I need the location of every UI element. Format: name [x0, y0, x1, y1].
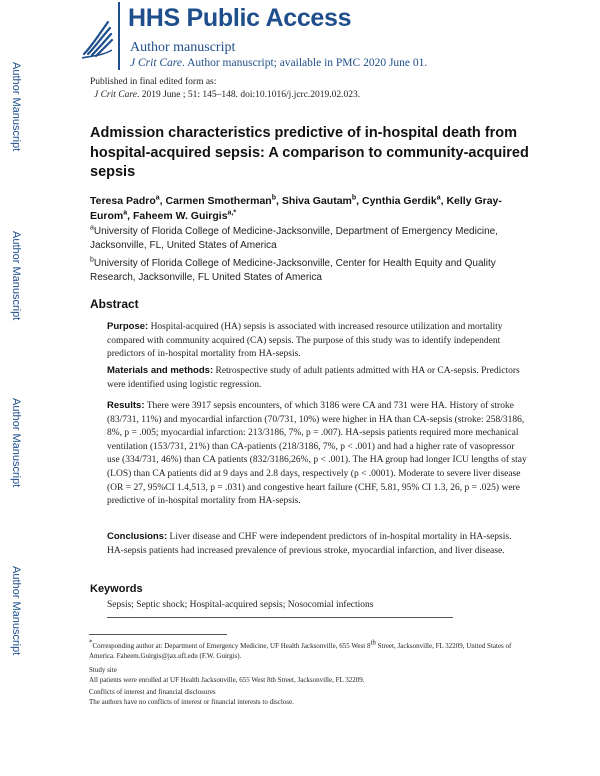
author-affiliation-mark: b [351, 194, 357, 202]
pub-line-2 [90, 89, 360, 102]
author-list [90, 194, 520, 224]
methods-label: Materials and methods: [107, 365, 214, 376]
results-label: Results: [107, 400, 145, 411]
footnote-divider [89, 634, 227, 635]
author-affiliation-mark: b [271, 194, 276, 202]
side-label-4: Author Manuscript [10, 566, 22, 656]
keywords-heading: Keywords [90, 583, 143, 595]
author-name: Carmen Smotherman [165, 195, 272, 207]
hhs-title: HHS Public Access [128, 4, 352, 32]
conclusions-label: Conclusions: [107, 531, 168, 542]
header-journal-line [130, 57, 427, 69]
author-separator: , [356, 195, 362, 207]
author-separator: , [127, 210, 134, 222]
affiliation-a [90, 225, 520, 253]
author-name: Shiva Gautam [281, 195, 352, 207]
article-title: Admission characteristics predictive of in-hospital death from hospital-acquired sepsis: A comparison to community-acquired sepsis [90, 125, 529, 180]
abstract-conclusions [107, 530, 527, 558]
author-separator: , [276, 195, 282, 207]
affiliation-b [90, 257, 520, 285]
keywords-divider [107, 617, 453, 618]
author-name: Faheem W. Guirgis [133, 210, 228, 222]
affiliation-a-mark: a [90, 224, 94, 232]
footnote-corr-sup: th [370, 638, 376, 647]
header-subtitle: Author manuscript [130, 40, 236, 55]
abstract-results [107, 399, 527, 509]
footnote-corresponding [89, 638, 529, 661]
purpose-text: Hospital-acquired (HA) sepsis is associated with increased resource utilization and mortality compared with community acquired (CA) sepsis. The purpose of this study was to identify independent predictors of in-hospital mortality from HA-sepsis. [107, 322, 503, 360]
footnote-enrollment: All patients were enrolled at UF Health Jacksonville, 655 West 8th Street, Jacksonville, FL 32209. [89, 676, 365, 684]
abstract-methods [107, 364, 527, 392]
author-name: Kelly Gray-Eurom [90, 195, 502, 222]
footnote-conflicts-heading: Conflicts of interest and financial disclosures [89, 688, 216, 696]
affiliation-b-text: University of Florida College of Medicine-Jacksonville, Center for Health Equity and Quality Research, Jacksonville, FL United States of America [90, 258, 496, 283]
keywords-text: Sepsis; Septic shock; Hospital-acquired sepsis; Nosocomial infections [107, 600, 374, 610]
author-affiliation-mark: a [436, 194, 441, 202]
hhs-eagle-logo [80, 14, 114, 60]
pub-citation: . 2019 June ; 51: 145–148. doi:10.1016/j.jcrc.2019.02.023. [136, 90, 361, 100]
affiliation-a-text: University of Florida College of Medicine-Jacksonville, Department of Emergency Medicine, Jacksonville, FL, United States of America [90, 226, 498, 251]
author-name: Cynthia Gerdik [362, 195, 437, 207]
results-text: There were 3917 sepsis encounters, of which 3186 were CA and 731 were HA. History of stroke (83/731, 11%) and myocardial infarction (70/731, 10%) were higher in HA than CA-sepsis (stroke: 258/3186, 8%, p = .005; myocardial infarction: 213/3186, 7%, p = .007). HA-sepsis patients required more mechanical ventilation (153/731, 21%) than CA-patients (218/3186, 7%, p < .001) and had a higher rate of vasopressor use (334/731, 46%) than CA patients (832/3186,26%, p < .001). The HA group had longer ICU lengths of stay (LOS) than CA patients did at 9 days and 2.8 days, respectively (p < .0001). Moderate to severe liver disease (OR = 27, 95%CI 1.4,513, p = .031) and congestive heart failure (CHF, 5.81, 95% CI 1.3, 26, p = .025) were predictive of in-hospital mortality from HA-sepsis. [107, 401, 527, 507]
pub-line-1: Published in final edited form as: [90, 77, 217, 87]
header-journal-name: J Crit Care [130, 57, 182, 69]
author-affiliation-mark: a [155, 194, 160, 202]
affiliation-b-mark: b [90, 256, 94, 264]
author-name: Teresa Padro [90, 195, 156, 207]
conclusions-text: Liver disease and CHF were independent predictors of in-hospital mortality in HA-sepsis. HA-sepsis patients had increased prevalence of previous stroke, myocardial infarction, and liver disease. [107, 532, 512, 556]
pub-journal-name: J Crit Care [94, 90, 137, 100]
footnote-conflicts-text: The authors have no conflicts of interest or financial interests to disclose. [89, 698, 294, 706]
author-affiliation-mark: a [123, 209, 128, 217]
author-separator: , [440, 195, 447, 207]
purpose-label: Purpose: [107, 321, 149, 332]
side-label-3: Author Manuscript [10, 398, 22, 488]
footnote-mark: * [89, 638, 93, 647]
methods-text: Retrospective study of adult patients admitted with HA or CA-sepsis. Predictors were identified using logistic regression. [107, 366, 520, 390]
footnote-study-site: Study site [89, 666, 117, 674]
publication-info [90, 76, 360, 102]
abstract-purpose [107, 320, 527, 362]
header-journal-rest: . Author manuscript; available in PMC 2020 June 01. [181, 57, 428, 69]
side-label-2: Author Manuscript [10, 231, 22, 321]
author-affiliation-mark: a,* [227, 209, 237, 217]
header-divider [118, 2, 120, 70]
footnote-corr-b: Street, Jacksonville, FL 32209, United States of America. Faheem.Guirgis@jax.ufl.edu (F.W. Guirgis). [89, 642, 512, 660]
side-label-1: Author Manuscript [10, 62, 22, 152]
abstract-heading: Abstract [90, 297, 139, 311]
footnote-corr-a: Corresponding author at: Department of Emergency Medicine, UF Health Jacksonville, 655 West 8 [92, 642, 371, 650]
author-separator: , [159, 195, 166, 207]
